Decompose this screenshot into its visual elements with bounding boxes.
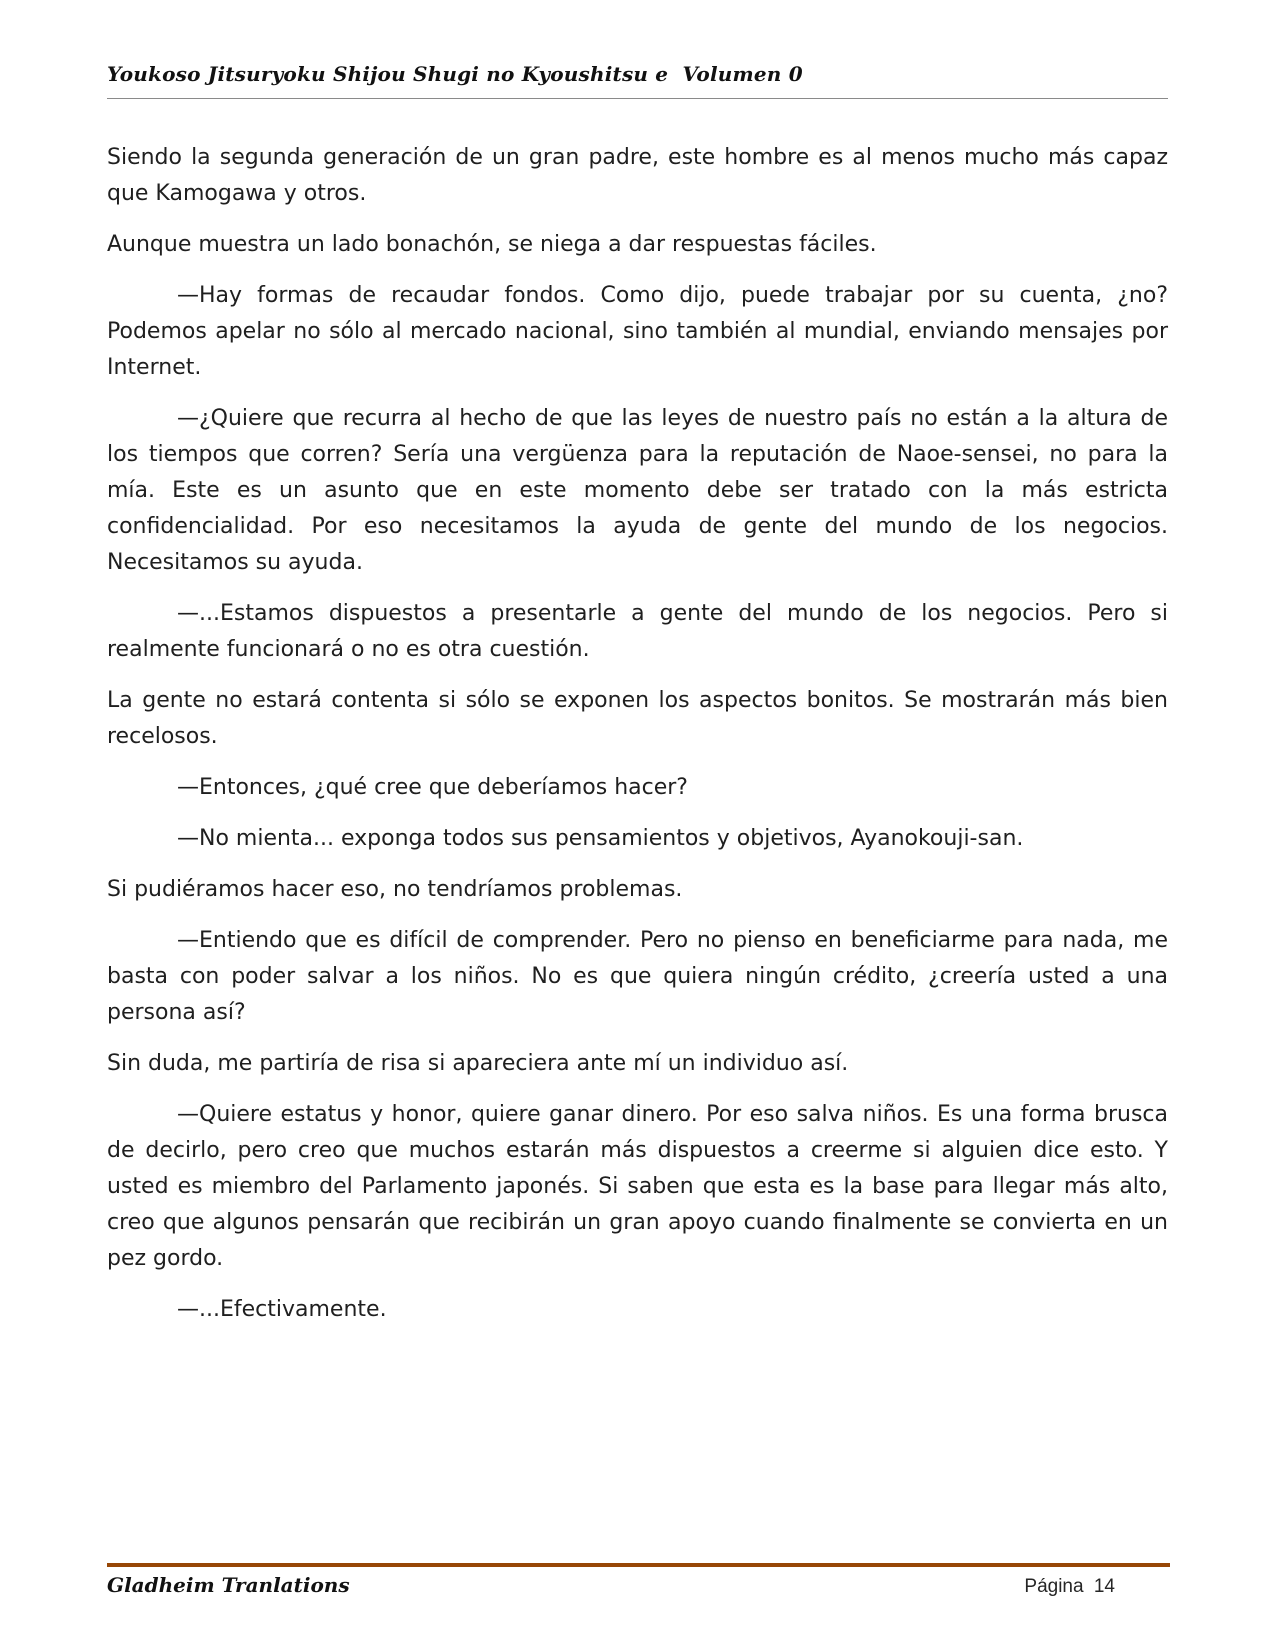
- paragraph-dialogue: —Hay formas de recaudar fondos. Como dijo, puede trabajar por su cuenta, ¿no? Podemos apelar no sólo al mercado nacional, sino también al mundial, enviando mensajes por Internet.: [107, 283, 1168, 380]
- translator-credit: Gladheim Tranlations: [107, 1573, 350, 1597]
- paragraph: Si pudiéramos hacer eso, no tendríamos problemas.: [107, 877, 683, 902]
- page-number-label: Página: [1024, 1576, 1084, 1597]
- paragraph-dialogue: —...Efectivamente.: [177, 1297, 387, 1322]
- paragraph-dialogue: —Entonces, ¿qué cree que deberíamos hacer?: [177, 775, 688, 800]
- page-header: [107, 62, 1168, 99]
- page-footer: [107, 1563, 1170, 1598]
- page-number-value: 14: [1093, 1576, 1115, 1597]
- paragraph: Sin duda, me partiría de risa si apareciera ante mí un individuo así.: [107, 1051, 849, 1076]
- header-title: Youkoso Jitsuryoku Shijou Shugi no Kyoushitsu e Volumen 0: [107, 62, 803, 86]
- paragraph: La gente no estará contenta si sólo se exponen los aspectos bonitos. Se mostrarán más bien recelosos.: [107, 688, 1168, 749]
- paragraph: Aunque muestra un lado bonachón, se niega a dar respuestas fáciles.: [107, 232, 877, 257]
- paragraph-dialogue: —No mienta... exponga todos sus pensamientos y objetivos, Ayanokouji-san.: [177, 826, 1024, 851]
- paragraph-dialogue: —¿Quiere que recurra al hecho de que las leyes de nuestro país no están a la altura de los tiempos que corren? Sería una vergüenza para la reputación de Naoe-sensei, no para la mía. Este es un asunto que en este momento debe ser tratado con la más estricta confidencialidad. Por eso necesitamos la ayuda de gente del mundo de los negocios. Necesitamos su ayuda.: [107, 406, 1168, 575]
- page-number: [1024, 1576, 1170, 1598]
- paragraph-dialogue: —...Estamos dispuestos a presentarle a gente del mundo de los negocios. Pero si realmente funcionará o no es otra cuestión.: [107, 601, 1168, 662]
- paragraph: Siendo la segunda generación de un gran padre, este hombre es al menos mucho más capaz que Kamogawa y otros.: [107, 145, 1168, 206]
- paragraph-dialogue: —Entiendo que es difícil de comprender. Pero no pienso en beneficiarme para nada, me basta con poder salvar a los niños. No es que quiera ningún crédito, ¿creería usted a una persona así?: [107, 928, 1168, 1025]
- paragraph-dialogue: —Quiere estatus y honor, quiere ganar dinero. Por eso salva niños. Es una forma brusca de decirlo, pero creo que muchos estarán más dispuestos a creerme si alguien dice esto. Y usted es miembro del Parlamento japonés. Si saben que esta es la base para llegar más alto, creo que algunos pensarán que recibirán un gran apoyo cuando finalmente se convierta en un pez gordo.: [107, 1102, 1168, 1271]
- document-body: [107, 140, 1168, 1343]
